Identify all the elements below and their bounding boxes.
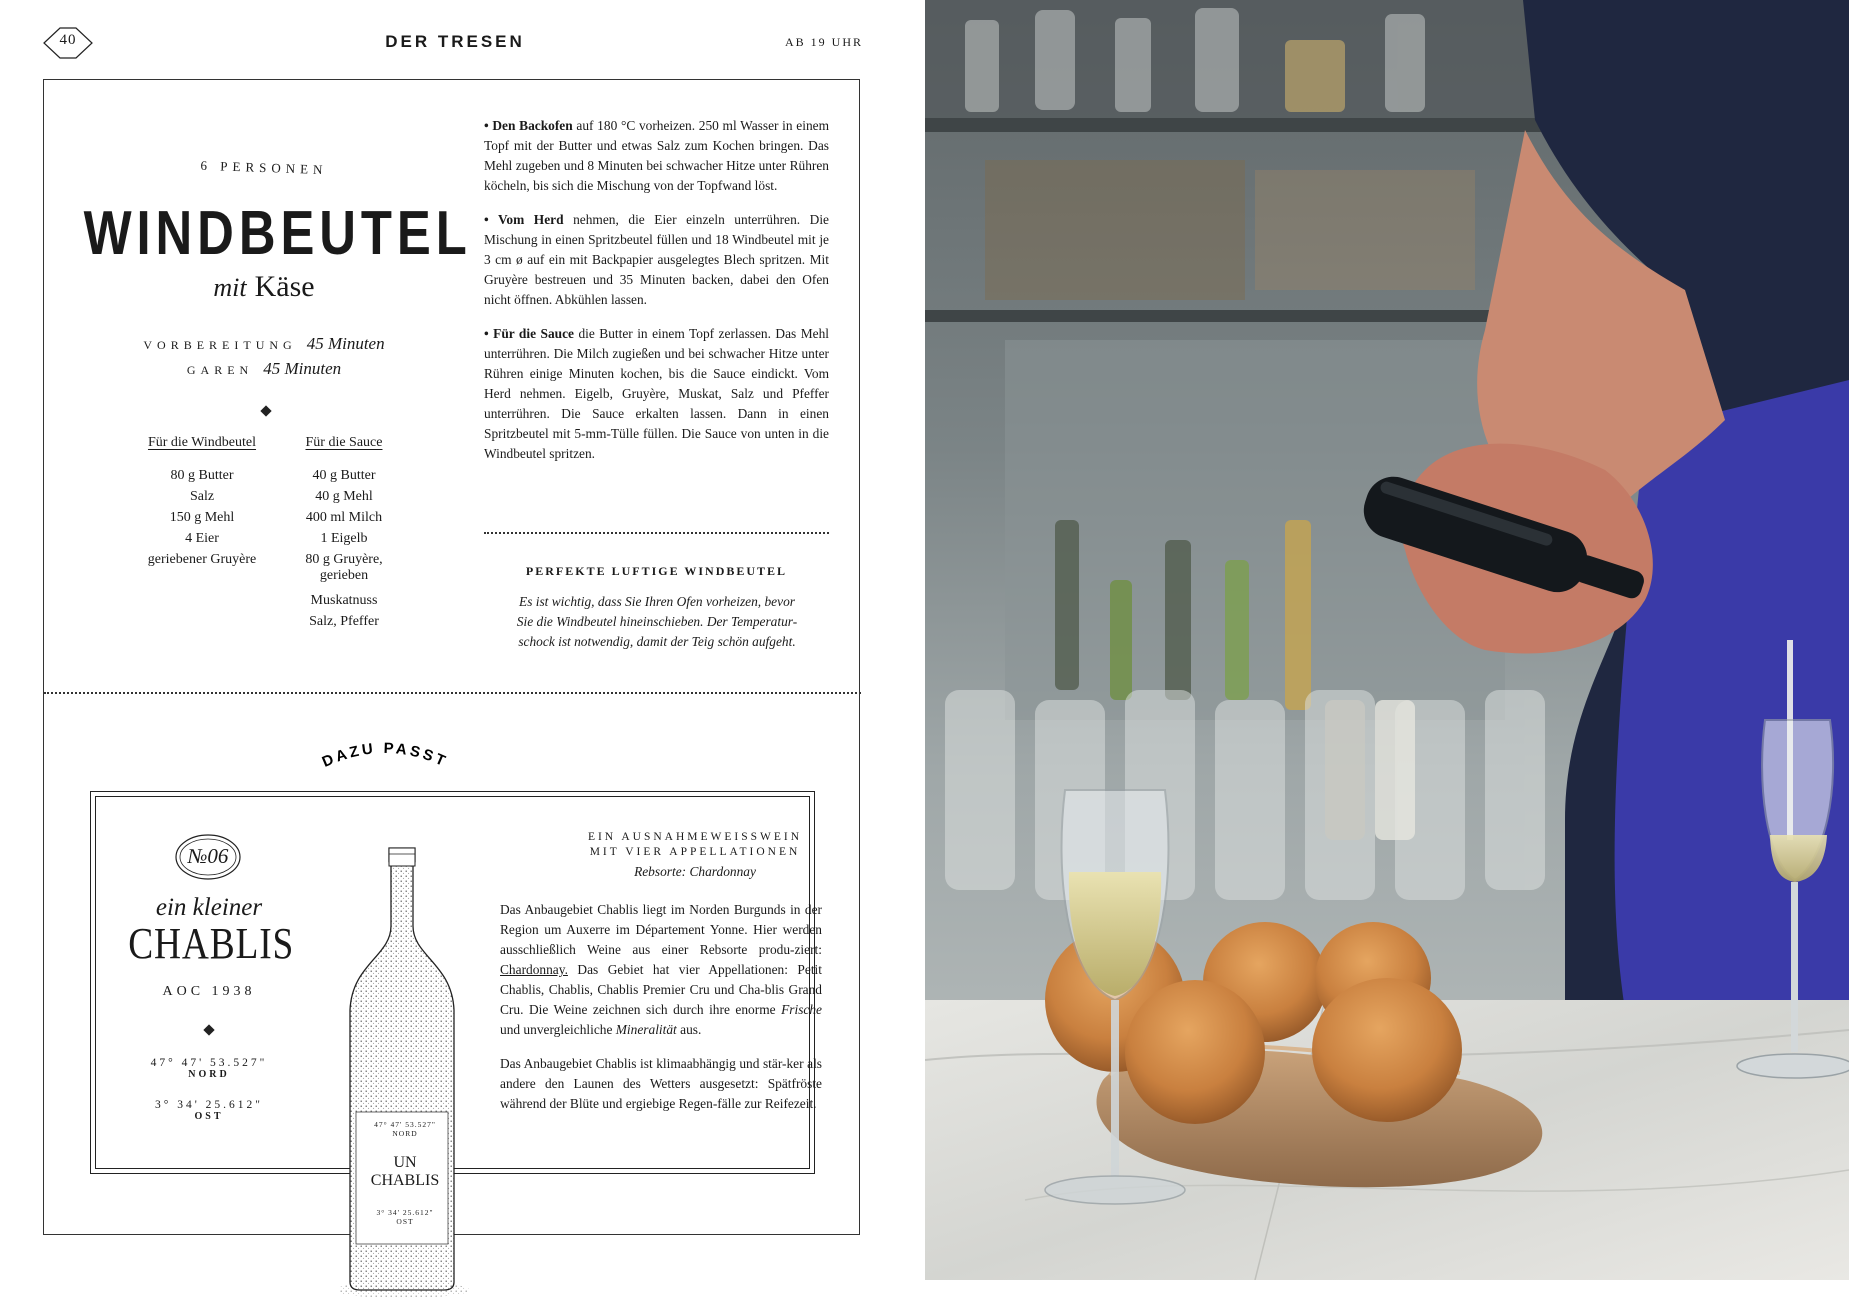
longitude	[114, 1099, 304, 1122]
wine-intro-line: EIN AUSNAHMEWEISSWEIN	[587, 831, 803, 843]
ingredients-windbeutel-title: Für die Windbeutel	[147, 435, 257, 450]
ingredients-sauce-title: Für die Sauce	[305, 435, 383, 450]
wine-intro-line: MIT VIER APPELLATIONEN	[589, 846, 801, 858]
desc-text: und unvergleichliche	[500, 1022, 616, 1037]
page-number: 40	[59, 32, 77, 48]
chardonnay-link[interactable]: Chardonnay.	[500, 962, 568, 977]
ingredient-item: 80 g Butter	[170, 468, 234, 483]
wine-bottle-illustration	[340, 840, 470, 1300]
step-text: die Butter in einem Topf zerlassen. Das Mehl unterrühren. Die Milch zugießen und bei schwacher Hitze unter Rühren einige Minuten kochen, bis die Sauce eindickt. Vom Herd nehmen. Eigelb, Gruyère, Muskat, Salz und Pfeffer unterrühren. Die Sauce erkalten lassen. Dann in einen Spritzbeutel mit 5-mm-Tülle füllen. Die Sauce von unten in die Windbeutel spritzen.	[484, 326, 829, 461]
bottle-name-line: CHABLIS	[370, 1172, 440, 1189]
ingredient-item: 40 g Butter	[312, 468, 376, 483]
step-lead: • Vom Herd	[484, 212, 564, 227]
bottle-wine-name	[350, 1154, 460, 1190]
longitude-value: 3° 34' 25.612"	[155, 1099, 263, 1111]
wine-description	[500, 900, 822, 1128]
svg-text:DAZU PASST	[320, 740, 451, 771]
bottle-latitude: 47° 47' 53.527"	[374, 1120, 436, 1129]
page-number-badge	[42, 26, 94, 60]
recipe-subtitle	[44, 270, 484, 304]
bottle-longitude-direction: OST	[396, 1217, 414, 1226]
desc-text: aus.	[676, 1022, 702, 1037]
prep-value: 45 Minuten	[306, 334, 385, 353]
ingredients-sauce	[294, 432, 394, 632]
subtitle-main: Käse	[254, 270, 315, 303]
step-1	[484, 116, 829, 196]
cook-value: 45 Minuten	[263, 359, 342, 378]
servings: 6 PERSONEN	[200, 157, 328, 178]
bottle-label	[350, 1120, 460, 1226]
tip-title: PERFEKTE LUFTIGE WINDBEUTEL	[525, 564, 788, 578]
wine-desc-paragraph-2: Das Anbaugebiet Chablis ist klimaabhängig und stär-ker als andere den Launen des Wetters ausgesetzt: Spätfröste während der Blüte und ergiebige Regen-fälle zur Reifezeit.	[500, 1056, 822, 1111]
ingredient-item: 40 g Mehl	[315, 489, 373, 504]
ingredient-item: 1 Eigelb	[320, 531, 368, 546]
recipe-title: WINDBEUTEL	[83, 199, 472, 268]
diamond-ornament-icon	[260, 405, 271, 416]
step-lead: • Den Backofen	[484, 118, 573, 133]
latitude-direction: NORD	[188, 1069, 230, 1080]
step-2	[484, 210, 829, 310]
subtitle-prefix: mit	[213, 273, 247, 302]
longitude-direction: OST	[194, 1111, 224, 1122]
recipe-frame	[43, 79, 860, 1235]
ingredient-item: Salz	[189, 489, 215, 504]
wine-aoc: AOC 1938	[162, 984, 256, 999]
bottle-longitude: 3° 34' 25.612"	[376, 1208, 434, 1217]
pairing-heading-text: DAZU PASST	[319, 739, 451, 771]
desc-text: Das Anbaugebiet Chablis liegt im Norden Burgunds in der Region um Auxerre im Département Yonne. Hier werden ausschließlich Weine aus einer Rebsorte produ-ziert:	[500, 902, 822, 957]
desc-text: Das Gebiet hat vier Appellationen: Petit Chablis, Chablis, Chablis Premier Cru und Cha-blis Grand Cru. Die Weine zeichnen sich durch ihre enorme	[500, 962, 822, 1017]
bar-scene-illustration	[925, 0, 1849, 1280]
wine-number: №06	[187, 844, 229, 868]
wine-pre-name: ein kleiner	[155, 894, 263, 921]
bottle-name-line: UN	[393, 1154, 417, 1171]
latitude-value: 47° 47' 53.527"	[150, 1057, 268, 1069]
wine-name: CHABLIS	[128, 919, 295, 968]
ingredient-item: Muskatnuss	[310, 593, 378, 608]
bottle-latitude-direction: NORD	[392, 1129, 418, 1138]
page-header	[0, 26, 925, 60]
wine-desc-paragraph-1	[500, 900, 822, 1040]
ingredient-item: 4 Eier	[185, 531, 219, 546]
prep-label: VORBEREITUNG	[143, 338, 297, 352]
ingredients-windbeutel	[132, 432, 272, 570]
chapter-title: DER TRESEN	[385, 32, 525, 51]
cook-time	[44, 357, 484, 382]
step-text: auf 180 °C vorheizen. 250 ml Wasser in einem Topf mit der Butter und etwas Salz zum Kochen bringen. Das Mehl zugeben und 8 Minuten bei schwacher Hitze unter Rühren köcheln, bis sich die Mischung von der Topfwand löst.	[484, 118, 829, 193]
ingredient-item: 150 g Mehl	[169, 510, 235, 525]
section-divider	[44, 692, 861, 694]
cook-label: GAREN	[186, 363, 254, 377]
bar-photo	[925, 0, 1849, 1280]
ingredient-item: 80 g Gruyère, gerieben	[305, 552, 383, 583]
wine-grape: Rebsorte: Chardonnay	[634, 864, 756, 879]
time-label: AB 19 UHR	[784, 35, 863, 49]
ingredient-item: 400 ml Milch	[305, 510, 383, 525]
ingredient-item: geriebener Gruyère	[147, 552, 257, 567]
wine-intro	[500, 830, 890, 860]
recipe-steps	[484, 116, 829, 478]
desc-emphasis: Frische	[781, 1002, 822, 1017]
tip-text: Es ist wichtig, dass Sie Ihren Ofen vorheizen, bevor Sie die Windbeutel hineinschieben. Der Temperatur-schock ist notwendig, damit der Teig schön aufgeht.	[516, 594, 798, 649]
recipe-overview	[44, 80, 484, 680]
wine-number-badge	[174, 833, 242, 881]
prep-time	[44, 332, 484, 357]
ingredient-item: Salz, Pfeffer	[309, 614, 379, 629]
step-3	[484, 324, 829, 464]
latitude	[114, 1057, 304, 1080]
desc-emphasis: Mineralität	[615, 1022, 677, 1037]
pairing-heading	[300, 730, 470, 780]
left-page	[0, 0, 925, 1280]
timing	[44, 332, 484, 382]
tip-divider	[484, 532, 829, 534]
step-text: nehmen, die Eier einzeln unterrühren. Die Mischung in einen Spritzbeutel füllen und 18 Windbeutel mit je 3 cm ø auf ein mit Backpapier ausgelegtes Blech spritzen. Mit Gruyère bestreuen und 35 Minuten backen, dabei den Ofen nicht öffnen. Abkühlen lassen.	[484, 212, 829, 307]
step-lead: • Für die Sauce	[484, 326, 574, 341]
